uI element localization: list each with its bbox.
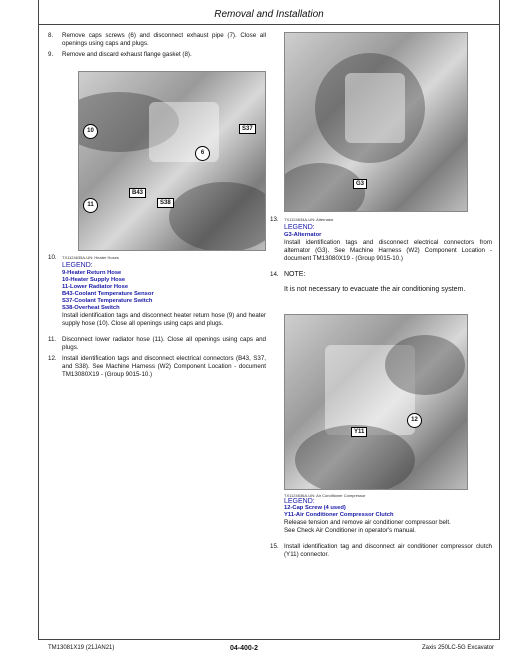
legend-title: LEGEND: [62, 262, 93, 269]
step-number: 13. [270, 216, 279, 223]
ac-compressor-legend [284, 493, 492, 535]
ac-compressor-photo [284, 314, 468, 490]
step-14 [270, 271, 492, 294]
legend-item: 12-Cap Screw (4 used) [284, 505, 346, 511]
step-10 [48, 254, 266, 328]
machine-model: Zaxis 250LC-5G Excavator [421, 645, 494, 651]
instruction-text: See Check Air Conditioner in operator's manual. [284, 527, 416, 534]
legend-item: 11-Lower Radiator Hose [62, 284, 129, 290]
alternator-housing-shape [345, 73, 405, 143]
figure-caption: TX1124635A-UN: Heater Hoses [62, 255, 119, 260]
pulley-shape [169, 182, 266, 251]
legend-title: LEGEND: [284, 498, 315, 505]
label-g3: G3 [353, 179, 367, 189]
step-12 [48, 355, 266, 379]
figure-caption: TX1124636A-UN: Air Conditioner Compressor [284, 493, 366, 498]
step-text: Install identification tags and disconnect heater return hose (9) and heater supply hose (10). Close all openings using caps and plugs. [62, 312, 266, 327]
step-text: Remove and discard exhaust flange gasket (8). [62, 51, 192, 58]
legend-item: 9-Heater Return Hose [62, 270, 122, 276]
step-number: 15. [270, 543, 279, 550]
legend-item: G3-Alternator [284, 232, 322, 238]
note-label: NOTE: [284, 271, 306, 278]
legend-item: Y11-Air Conditioner Compressor Clutch [284, 512, 394, 518]
header-divider [38, 24, 500, 25]
step-text: Install identification tags and disconnect electrical connectors (B43, S37, and S38). See Machine Harness (W2) Component Location - document TM13080X19 - (Group 9015-10.) [62, 355, 266, 378]
page-number: 04-400-2 [230, 645, 259, 652]
step-8 [48, 32, 266, 48]
label-b43: B43 [129, 188, 146, 198]
label-s37: S37 [239, 124, 256, 134]
step-number: 11. [48, 336, 57, 343]
instruction-text: Release tension and remove air conditioner compressor belt. [284, 519, 451, 526]
step-9 [48, 51, 266, 59]
left-column [48, 32, 266, 382]
callout-11: 11 [83, 198, 98, 213]
callout-10: 10 [83, 124, 98, 139]
step-number: 8. [48, 32, 54, 39]
step-text: Disconnect lower radiator hose (11). Close all openings using caps and plugs. [62, 336, 266, 351]
step-text: Install identification tags and disconnect electrical connectors from alternator (G3). See Machine Harness (W2) Component Location - document TM13080X19 - (Group 9015-10.) [284, 239, 492, 262]
step-11 [48, 336, 266, 352]
step-13 [270, 216, 492, 263]
document-id: TM13081X19 (21JAN21) [48, 645, 115, 651]
alternator-photo [284, 32, 468, 212]
step-text: Install identification tag and disconnect air conditioner compressor clutch (Y11) connector. [284, 543, 492, 558]
step-number: 12. [48, 355, 57, 362]
step-text: Remove caps screws (6) and disconnect exhaust pipe (7). Close all openings using caps and plugs. [62, 32, 266, 47]
legend-item: S37-Coolant Temperature Switch [62, 298, 153, 304]
note-text: It is not necessary to evacuate the air conditioning system. [284, 286, 466, 293]
step-15 [270, 543, 492, 559]
step-number: 14. [270, 271, 279, 278]
legend-item: B43-Coolant Temperature Sensor [62, 291, 154, 297]
step-number: 10. [48, 254, 57, 261]
callout-12: 12 [407, 413, 422, 428]
callout-6: 6 [195, 146, 210, 161]
heater-hoses-photo [78, 71, 266, 251]
label-y11: Y11 [351, 427, 367, 437]
legend-item: 10-Heater Supply Hose [62, 277, 126, 283]
legend-title: LEGEND: [284, 224, 315, 231]
figure-caption: TX1124634A-UN: Alternator [284, 217, 334, 222]
section-title: Removal and Installation [214, 9, 324, 20]
label-s38: S38 [157, 198, 174, 208]
legend-item: S38-Overheat Switch [62, 305, 120, 311]
bracket-shape [385, 335, 465, 395]
right-column [270, 32, 492, 562]
step-number: 9. [48, 51, 54, 58]
